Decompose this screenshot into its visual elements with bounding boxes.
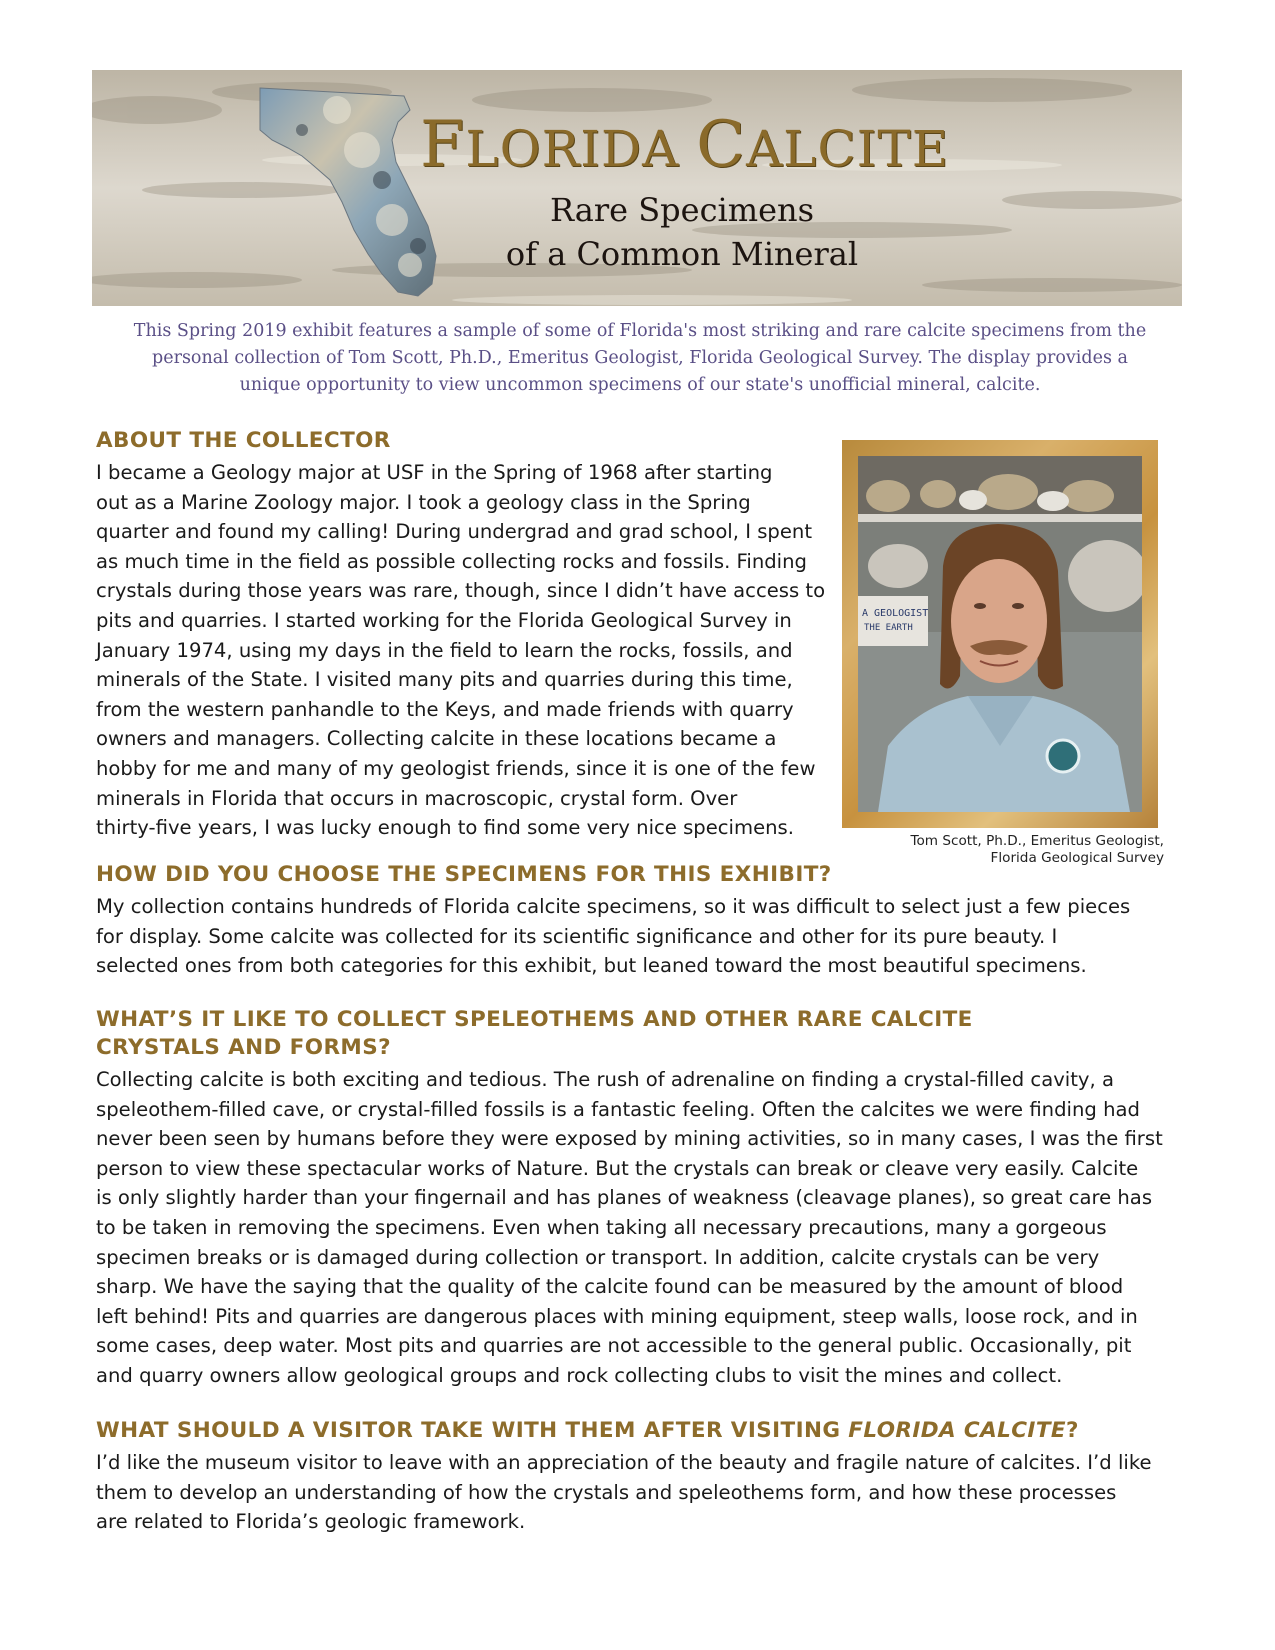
- svg-text:A GEOLOGIST: A GEOLOGIST: [862, 608, 929, 619]
- section-heading-collect: WHAT’S IT LIKE TO COLLECT SPELEOTHEMS AND OTHER RARE CALCITE CRYSTALS AND FORMS?: [96, 1007, 973, 1060]
- section-heading-choose: HOW DID YOU CHOOSE THE SPECIMENS FOR THIS EXHIBIT?: [96, 862, 832, 887]
- section-body-visitor: I’d like the museum visitor to leave with an appreciation of the beauty and fragile nature of calcites. I’d like them to develop an understanding of how the crystals and speleothems form, and how these processes are related to Florida’s geologic framework.: [96, 1451, 1152, 1534]
- section-heading-visitor: WHAT SHOULD A VISITOR TAKE WITH THEM AFTER VISITING FLORIDA CALCITE?: [96, 1418, 1079, 1443]
- header-banner: [92, 70, 1182, 306]
- photo-caption: Tom Scott, Ph.D., Emeritus Geologist, Florida Geological Survey: [910, 833, 1164, 866]
- photo-frame: [842, 440, 1158, 828]
- section-body-choose: My collection contains hundreds of Florida calcite specimens, so it was difficult to select just a few pieces for display. Some calcite was collected for its scientific significance and other for its pure beauty. I selected ones from both categories for this exhibit, but leaned toward the most beautiful specimens.: [96, 895, 1131, 978]
- section-body-about: I became a Geology major at USF in the Spring of 1968 after starting out as a Marine Zoology major. I took a geology class in the Spring quarter and found my calling! During undergrad and grad school, I spent as much time in the field as possible collecting rocks and fossils. Finding crystals during those years was rare, though, since I didn’t have access to pits and quarries. I started working for the Florida Geological Survey in January 1974, using my days in the field to learn the rocks, fossils, and minerals of the State. I visited many pits and quarries during this time, from the western panhandle to the Keys, and made friends with quarry owners and managers. Collecting calcite in these locations became a hobby for me and many of my geologist friends, since it is one of the few minerals in Florida that occurs in macroscopic, crystal form. Over thirty-five years, I was lucky enough to find some very nice specimens.: [96, 461, 826, 840]
- collector-portrait-image: [858, 456, 1142, 812]
- banner-title: FLORIDA CALCITE: [420, 108, 950, 182]
- intro-text: This Spring 2019 exhibit features a sample of some of Florida's most striking and rare calcite specimens from the personal collection of Tom Scott, Ph.D., Emeritus Geologist, Florida Geological Survey. The display provides a unique opportunity to view uncommon specimens of our state's unofficial mineral, calcite.: [133, 321, 1147, 395]
- section-body-collect: Collecting calcite is both exciting and tedious. The rush of adrenaline on finding a crystal-filled cavity, a speleothem-filled cave, or crystal-filled fossils is a fantastic feeling. Often the calcites we were finding had never been seen by humans before they were exposed by mining activities, so in many cases, I was the first person to view these spectacular works of Nature. But the crystals can break or cleave very easily. Calcite is only slightly harder than your fingernail and has planes of weakness (cleavage planes), so great care has to be taken in removing the specimens. Even when taking all necessary precautions, many a gorgeous specimen breaks or is damaged during collection or transport. In addition, calcite crystals can be very sharp. We have the saying that the quality of the calcite found can be measured by the amount of blood left behind! Pits and quarries are dangerous places with mining equipment, steep walls, loose rock, and in some cases, deep water. Most pits and quarries are not accessible to the general public. Occasionally, pit and quarry owners allow geological groups and rock collecting clubs to visit the mines and collect.: [96, 1068, 1163, 1387]
- banner-subtitle: Rare Specimens of a Common Mineral: [505, 191, 859, 273]
- svg-text:THE EARTH: THE EARTH: [864, 623, 913, 633]
- section-heading-about: ABOUT THE COLLECTOR: [96, 428, 391, 453]
- collector-photo: [858, 456, 1142, 812]
